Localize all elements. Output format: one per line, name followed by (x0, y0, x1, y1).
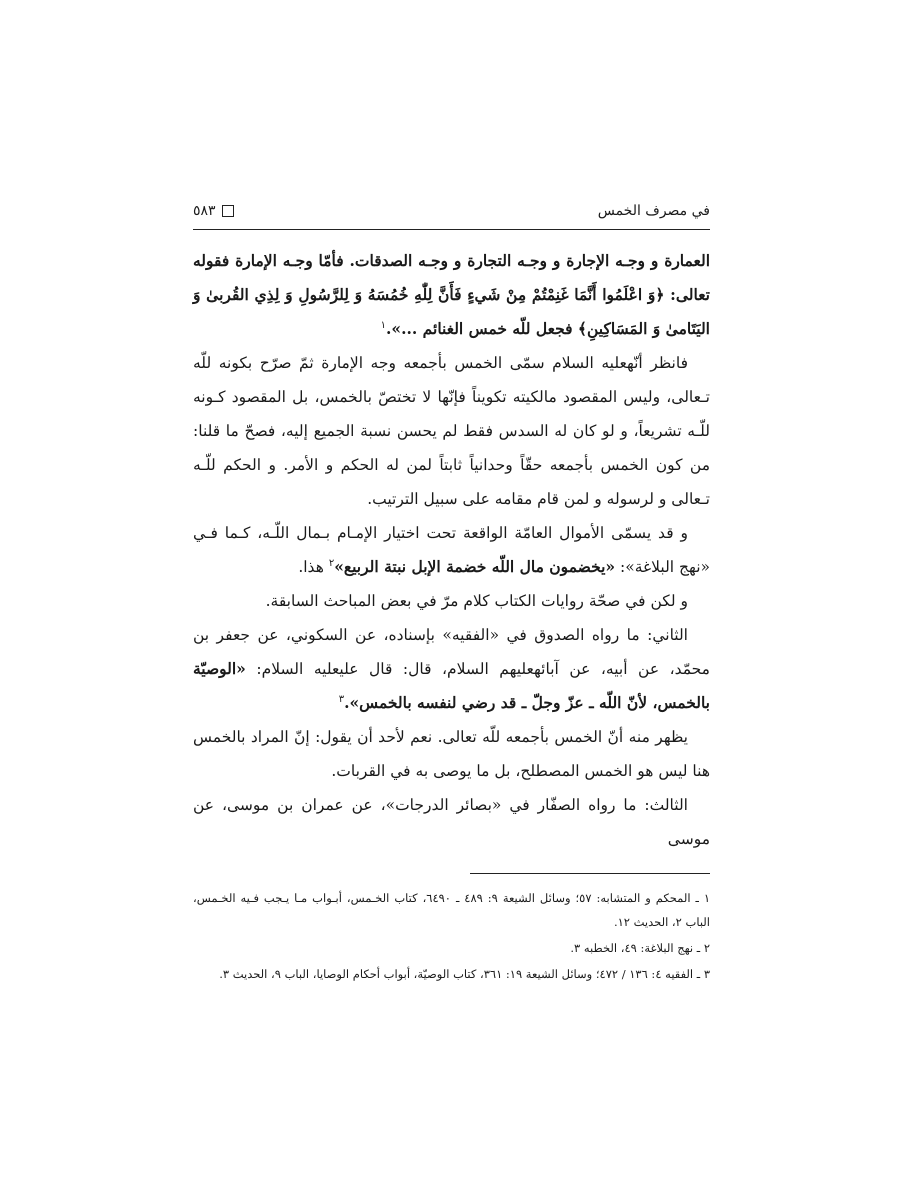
running-header (193, 195, 710, 230)
paragraph-6: يظهر منه أنّ الخمس بأجمعه للّه تعالى. نعم لأحد أن يقول: إنّ المراد بالخمس هنا ليس هو الخمس المصطلح، بل ما يوصى به في القربات. (193, 728, 710, 780)
quran-verse: ﴿وَ اعْلَمُوا أَنَّمَا غَنِمْتُمْ مِنْ شَيءٍ فَأَنَّ لِلّٰهِ خُمُسَهُ وَ لِلرَّسُولِ وَ لِذِي القُربىٰ وَ اليَتَامىٰ وَ المَسَاكِينِ﴾ (193, 285, 710, 338)
footnote-ref-2: ٢ (328, 557, 335, 569)
page-number: ٥٨٣ (193, 203, 216, 219)
p5-quote: «الوصيّة بالخمس، لأنّ اللّه ـ عزّ وجلّ ـ قد رضي لنفسه بالخمس». (193, 659, 710, 712)
body-text (193, 244, 710, 856)
paragraph-5 (193, 618, 710, 720)
page-number-group (193, 201, 234, 229)
paragraph-1 (193, 244, 710, 346)
p3-text: و قد يسمّى الأموال العامّة الواقعة تحت اختيار الإمـام بـمال اللّـه، كـما فـي «نهج البلاغة»: (193, 524, 710, 576)
footnote-3: ٣ ـ الفقيه ٤: ١٣٦ / ٤٧٢؛ وسائل الشيعة ١٩: ٣٦١، كتاب الوصيّة، أبواب أحكام الوصايا، الباب ٩، الحديث ٣. (219, 967, 710, 981)
footnote-1: ١ ـ المحكم و المتشابه: ٥٧؛ وسائل الشيعة ٩: ٤٨٩ ـ ٦٤٩٠، كتاب الخـمس، أبـواب مـا يـجب فـيه الخـمس، الباب ٢، الحديث ١٢. (193, 891, 711, 929)
p3-quote: «يخضمون مال اللّه خضمة الإبل نبتة الربيع» (334, 557, 616, 576)
paragraph-4: و لكن في صحّة روايات الكتاب كلام مرّ في بعض المباحث السابقة. (265, 592, 688, 610)
header-title: في مصرف الخمس (597, 203, 710, 219)
footnote-ref-1: ١ (380, 319, 387, 331)
p1-intro: العمارة و وجـه الإجارة و وجـه التجارة و وجـه الصدقات. فأمّا وجـه الإمارة فقوله تعالى: (193, 251, 710, 304)
paragraph-3 (193, 516, 710, 584)
p3-tail: هذا. (298, 558, 329, 576)
footnote-2: ٢ ـ نهج البلاغة: ٤٩، الخطبه ٣. (570, 941, 710, 955)
paragraph-7: الثالث: ما رواه الصفّار في «بصائر الدرجات»، عن عمران بن موسى، عن موسى (193, 796, 710, 848)
footnote-ref-3: ٣ (338, 693, 345, 705)
p5-text: الثاني: ما رواه الصدوق في «الفقيه» بإسناده، عن السكوني، عن جعفر بن محمّد، عن أبيه، عن آبائهعليهم السلام، قال: قال عليعليه السلام: (193, 626, 710, 678)
paragraph-2: فانظر أنّهعليه السلام سمّى الخمس بأجمعه وجه الإمارة ثمّ صرّح بكونه للّه تـعالى، وليس المقصود مالكيته تكويناً فإنّها لا تختصّ بالخمس، بل المقصود كـونه للّـه تشريعاً، و لو كان له السدس فقط لم يحسن نسبة الجميع إليه، فصحّ ما قلنا: من كون الخمس بأجمعه حقّاً وحدانياً ثابتاً لمن له الحكم و الأمر. و الحكم للّـه تـعالى و لرسوله و لمن قام مقامه على سبيل الترتيب. (193, 354, 710, 508)
footnotes (193, 886, 710, 988)
p1-tail: فجعل للّه خمس الغنائم ...». (386, 319, 578, 338)
square-icon (222, 205, 234, 217)
footnote-separator (470, 873, 710, 874)
